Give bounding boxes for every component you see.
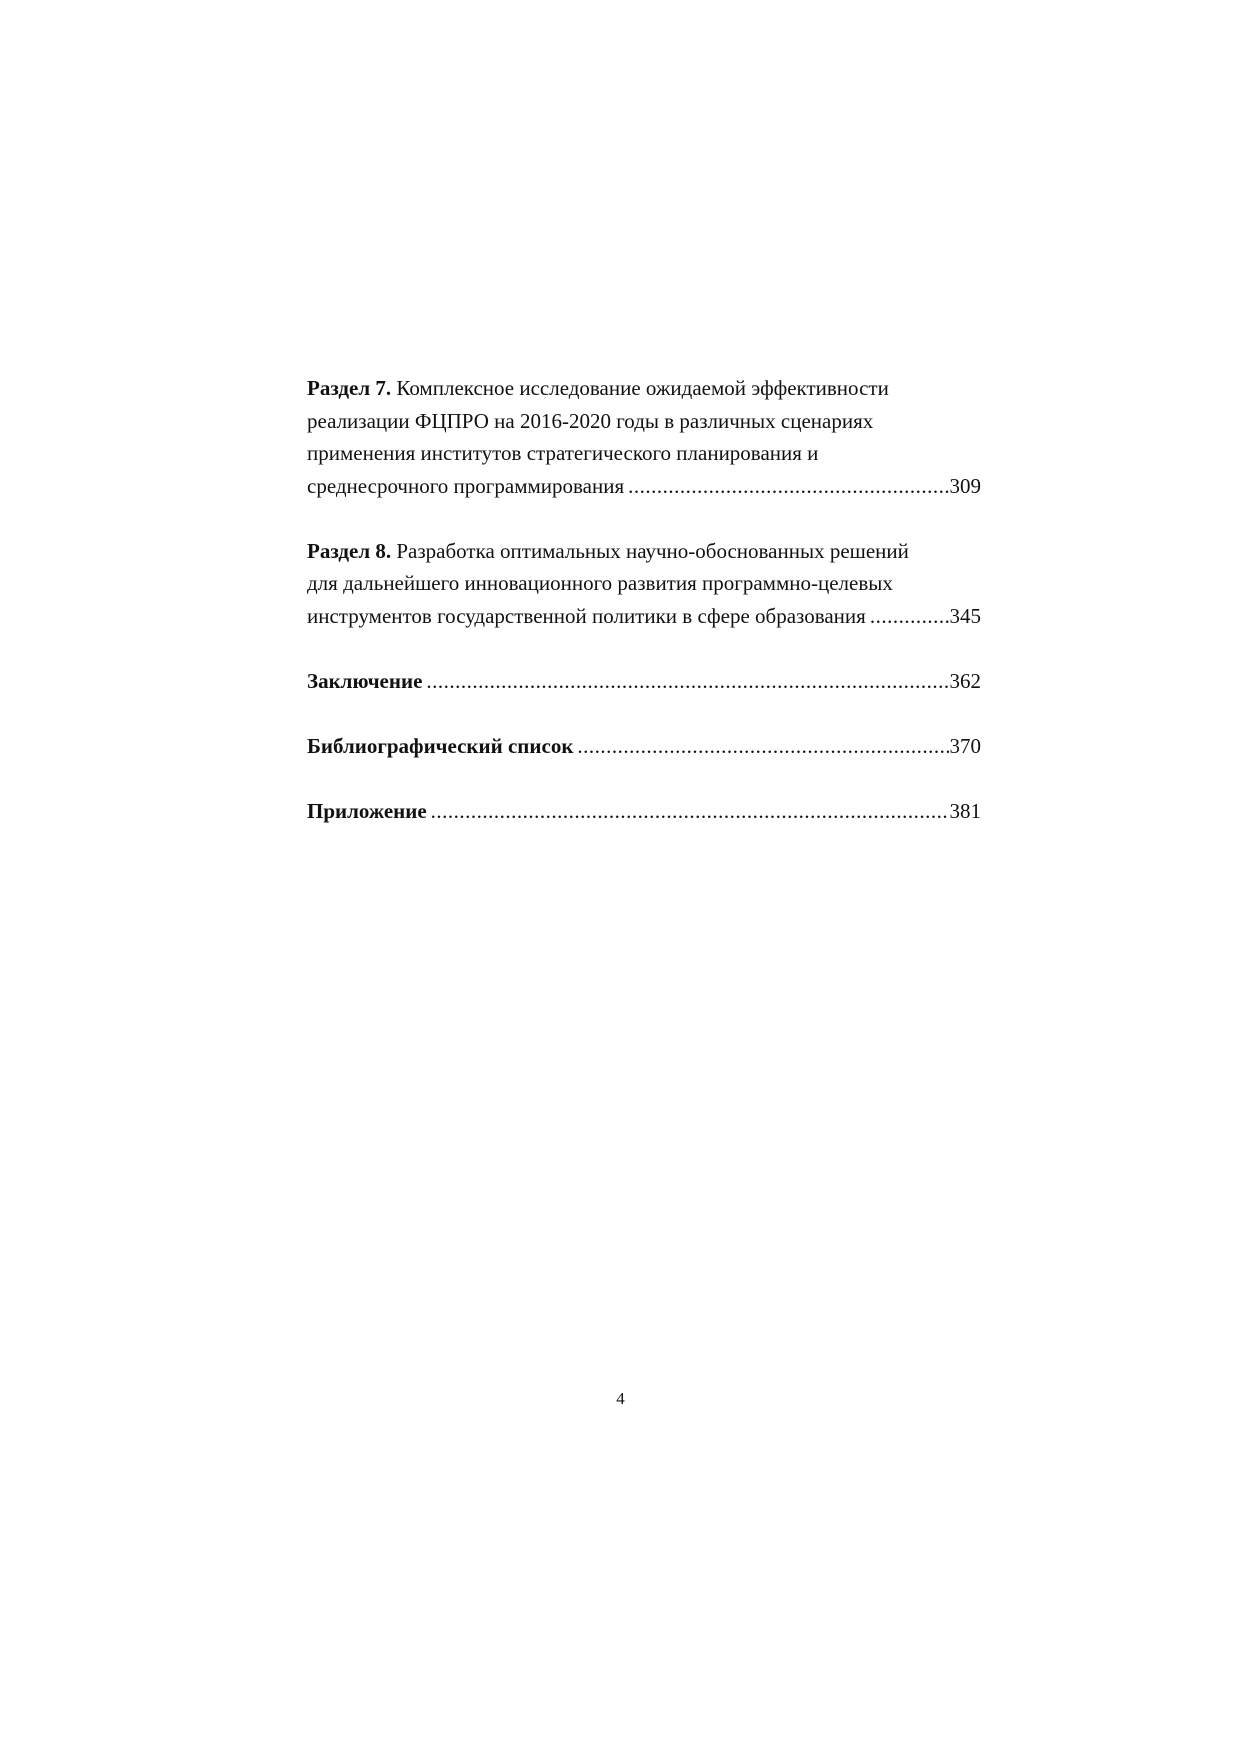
toc-entry-title-line: среднесрочного программирования [307,473,625,498]
toc-page-number: 370 [949,733,981,758]
table-of-contents [307,372,981,827]
toc-page-number: 345 [949,603,981,628]
toc-entry-label: Библиографический список [307,733,574,758]
dot-leader [426,665,948,698]
dot-leader [431,795,949,828]
dot-leader [870,600,949,633]
toc-entry-bibliography[interactable] [307,730,981,763]
toc-entry-title-line: Разработка оптимальных научно-обоснованных решений [391,538,909,563]
dot-leader [577,730,948,763]
toc-page-number: 309 [949,473,981,498]
page-number: 4 [616,1389,625,1408]
toc-entry-title-line: реализации ФЦПРО на 2016-2020 годы в различных сценариях [307,408,874,433]
dot-leader [628,470,948,503]
toc-entry-title-line: для дальнейшего инновационного развития программно-целевых [307,571,893,595]
toc-entry-title-line: применения институтов стратегического планирования и [307,441,819,465]
toc-entry-label: Раздел 8. [307,538,392,563]
toc-entry-section-7[interactable] [307,372,981,502]
toc-entry-label: Приложение [307,798,427,823]
toc-entry-label: Раздел 7. [307,376,392,400]
toc-entry-appendix[interactable] [307,795,981,828]
toc-entry-title-line: Комплексное исследование ожидаемой эффективности [391,376,889,400]
toc-entry-title-line: инструментов государственной политики в сфере образования [307,603,866,628]
toc-entry-section-8[interactable] [307,535,981,633]
toc-page-number: 381 [949,798,981,823]
toc-page-number: 362 [949,668,981,693]
toc-entry-label: Заключение [307,668,423,693]
toc-entry-conclusion[interactable] [307,665,981,698]
